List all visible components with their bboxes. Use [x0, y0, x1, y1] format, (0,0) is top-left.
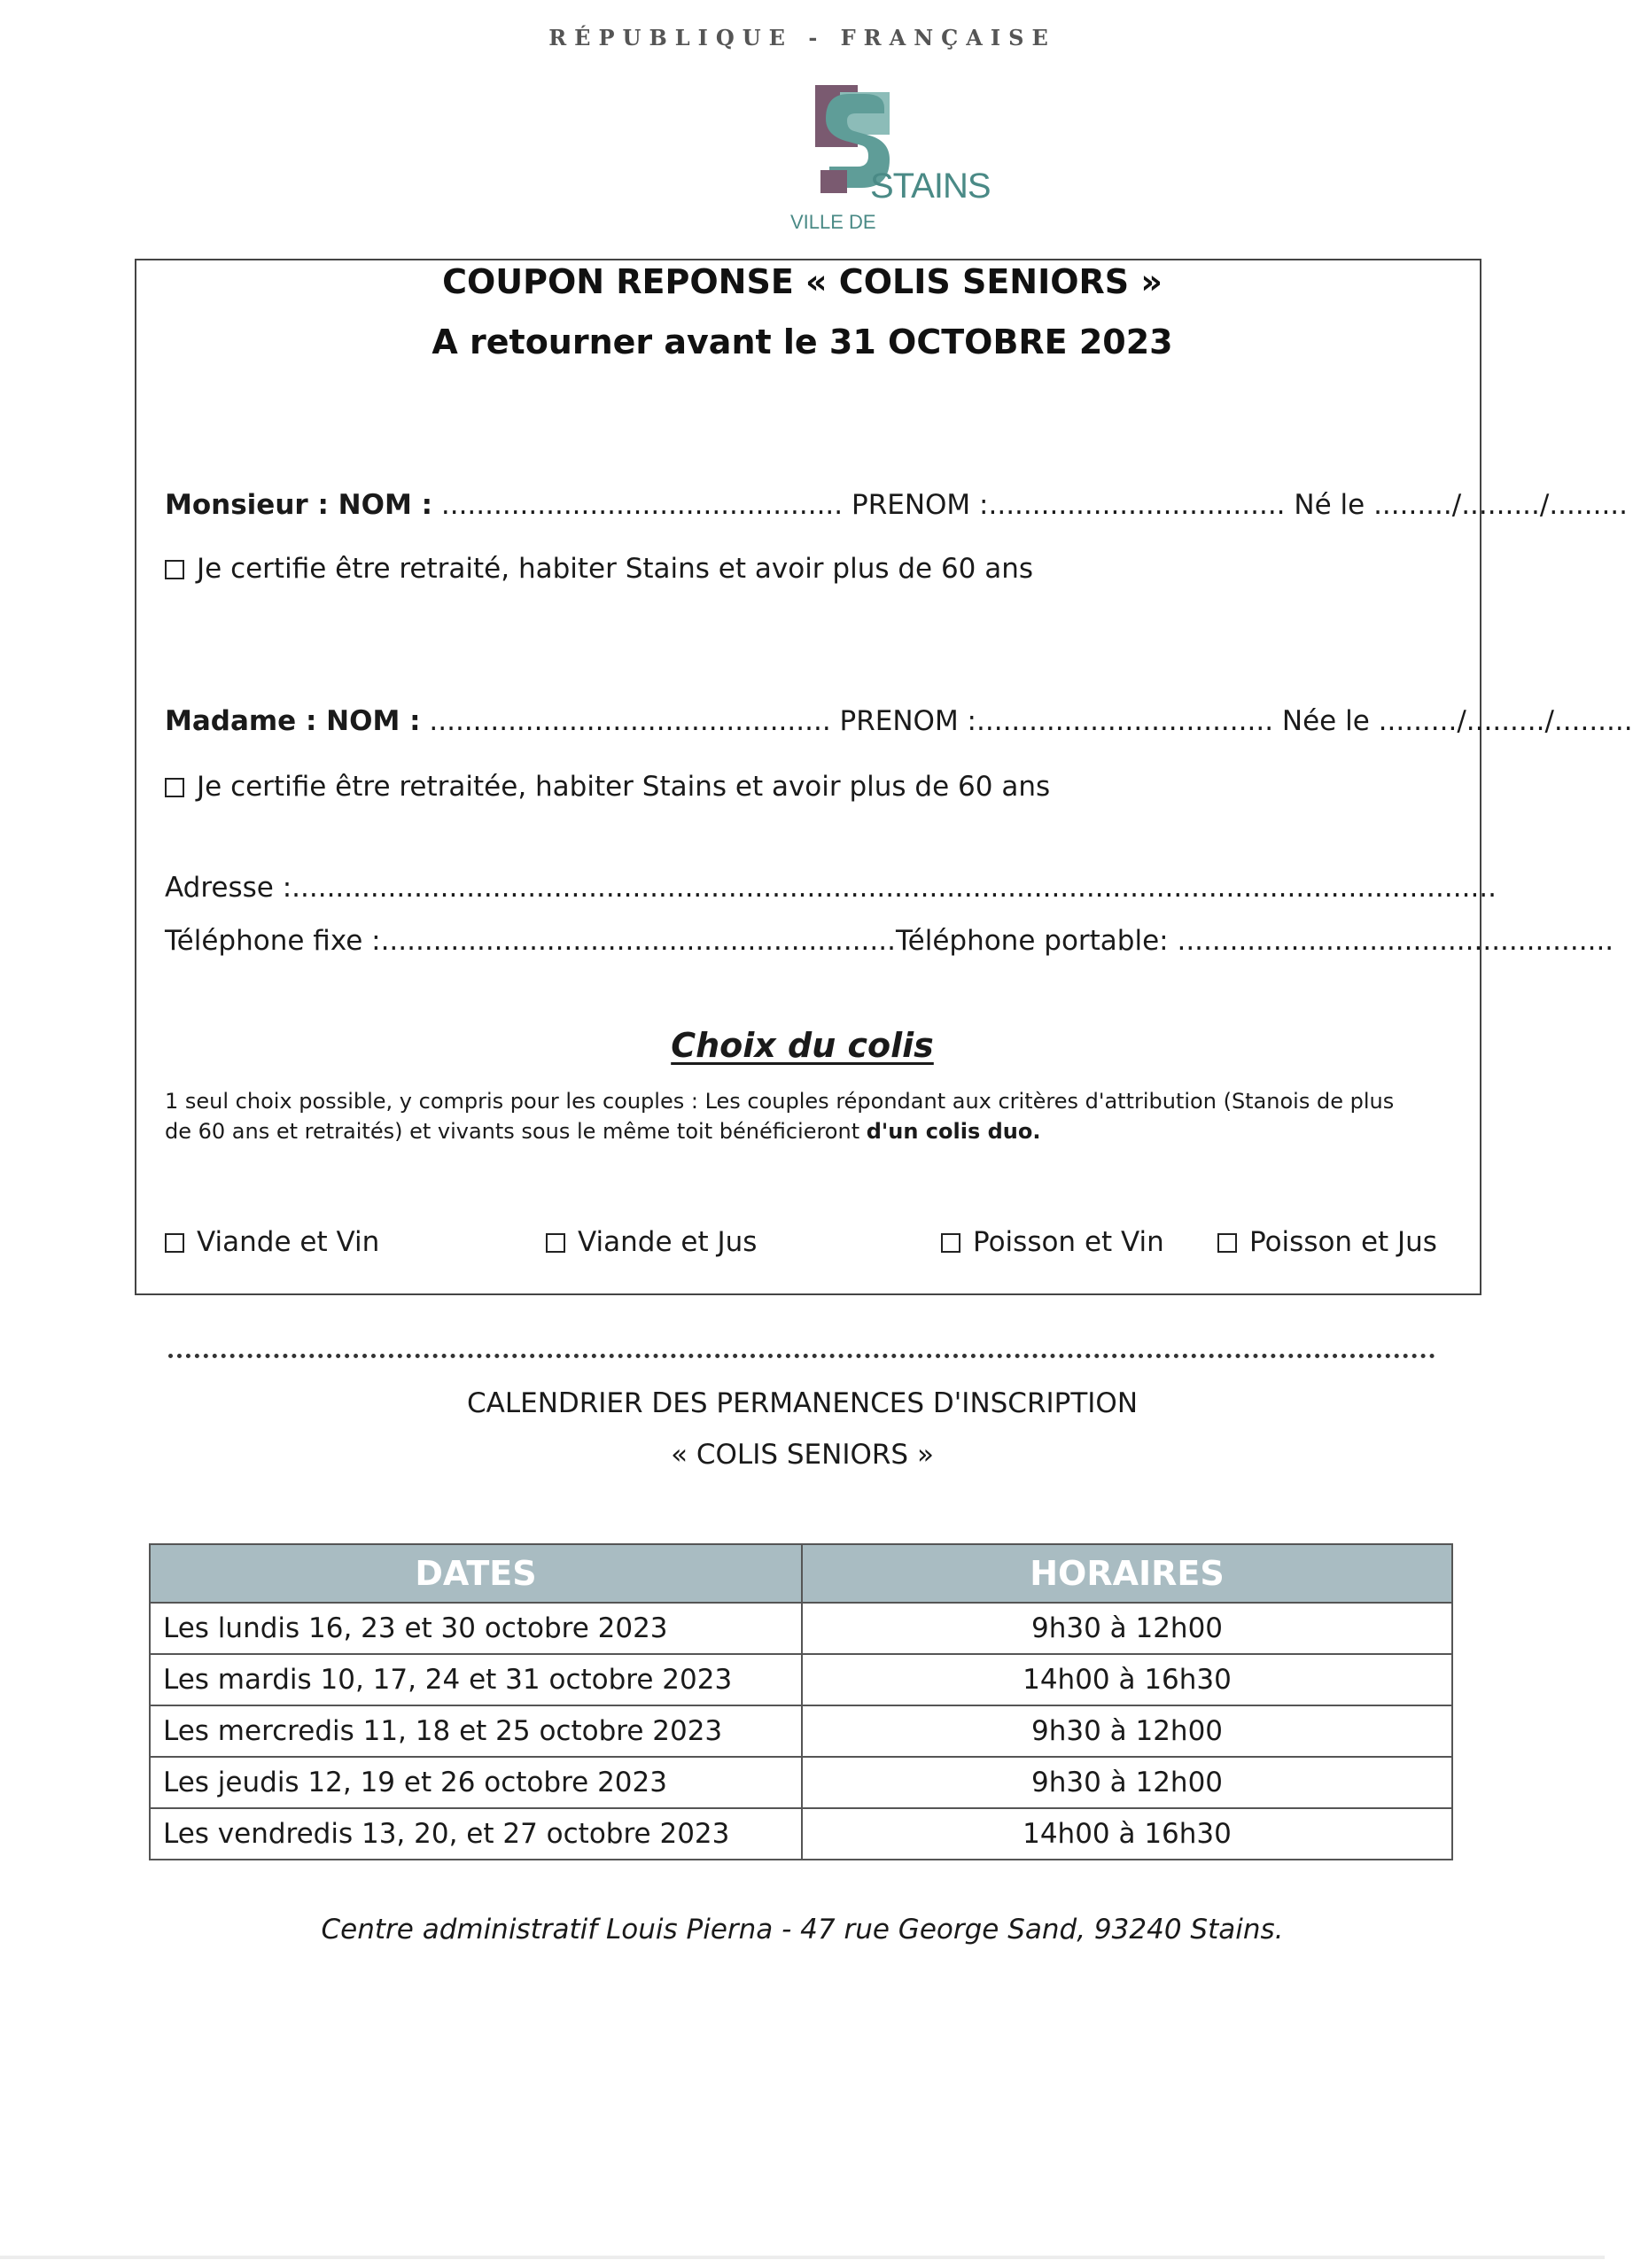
- ville-de-stains-logo: [780, 82, 992, 241]
- monsieur-certif-checkbox[interactable]: [165, 560, 184, 579]
- horaire-cell: 9h30 à 12h00: [802, 1705, 1452, 1757]
- telephone-portable-field[interactable]: Téléphone portable: ..................................................: [895, 925, 1614, 957]
- coupon-title: COUPON REPONSE « COLIS SENIORS »: [442, 262, 1163, 301]
- horaire-cell: 9h30 à 12h00: [802, 1603, 1452, 1654]
- cut-line-separator: [168, 1354, 1435, 1358]
- dates-header: DATES: [150, 1544, 802, 1603]
- option-poisson-vin[interactable]: Poisson et Vin: [941, 1226, 1164, 1258]
- monsieur-line: [165, 489, 1628, 521]
- madame-date-field[interactable]: ........./........./.........: [1378, 705, 1633, 737]
- monsieur-certif-row: [165, 553, 1033, 585]
- madame-nom-label: Madame : NOM :: [165, 705, 421, 737]
- horaire-cell: 14h00 à 16h30: [802, 1808, 1452, 1860]
- monsieur-date-field[interactable]: ........./........./.........: [1373, 489, 1629, 521]
- republique-francaise-heading: RÉPUBLIQUE - FRANÇAISE: [548, 25, 1056, 50]
- monsieur-prenom-field[interactable]: ..................................: [988, 489, 1286, 521]
- telephone-fixe-field[interactable]: Téléphone fixe :...........................................................: [165, 925, 896, 957]
- logo-stains-text: STAINS: [870, 167, 991, 206]
- calendar-title: CALENDRIER DES PERMANENCES D'INSCRIPTION: [466, 1387, 1139, 1419]
- option-viande-vin-checkbox[interactable]: [165, 1233, 184, 1253]
- monsieur-prenom-label: PRENOM :: [851, 489, 989, 521]
- option-viande-jus-checkbox[interactable]: [546, 1233, 565, 1253]
- choix-note-bold: d'un colis duo.: [866, 1119, 1041, 1144]
- calendar-subtitle: « COLIS SENIORS »: [671, 1439, 934, 1471]
- monsieur-nom-field[interactable]: ..............................................: [440, 489, 844, 521]
- date-cell: Les vendredis 13, 20, et 27 octobre 2023: [150, 1808, 802, 1860]
- monsieur-certif-label: Je certifie être retraité, habiter Stains et avoir plus de 60 ans: [197, 553, 1034, 585]
- telephone-line: [165, 925, 1614, 957]
- horaire-cell: 14h00 à 16h30: [802, 1654, 1452, 1705]
- adresse-field[interactable]: Adresse :..........................................................................................................................................: [165, 872, 1497, 904]
- date-cell: Les jeudis 12, 19 et 26 octobre 2023: [150, 1757, 802, 1808]
- schedule-header-row: [150, 1544, 1452, 1603]
- date-cell: Les mardis 10, 17, 24 et 31 octobre 2023: [150, 1654, 802, 1705]
- choix-note-line-1: 1 seul choix possible, y compris pour les couples : Les couples répondant aux critères d'attribution (Stanois de plus: [165, 1089, 1395, 1114]
- table-row: [150, 1757, 1452, 1808]
- table-row: [150, 1705, 1452, 1757]
- madame-prenom-field[interactable]: ..................................: [976, 705, 1274, 737]
- monsieur-nom-label: Monsieur : NOM :: [165, 489, 432, 521]
- date-cell: Les lundis 16, 23 et 30 octobre 2023: [150, 1603, 802, 1654]
- madame-nom-field[interactable]: ..............................................: [429, 705, 831, 737]
- choix-du-colis-heading: Choix du colis: [671, 1026, 934, 1065]
- logo-ville-de-text: VILLE DE: [790, 211, 876, 233]
- madame-certif-row: [165, 771, 1050, 803]
- madame-line: [165, 705, 1633, 737]
- madame-nee-label: Née le: [1281, 705, 1370, 737]
- date-cell: Les mercredis 11, 18 et 25 octobre 2023: [150, 1705, 802, 1757]
- horaire-cell: 9h30 à 12h00: [802, 1757, 1452, 1808]
- choix-note: [165, 1086, 1450, 1146]
- option-poisson-vin-checkbox[interactable]: [941, 1233, 960, 1253]
- table-row: [150, 1603, 1452, 1654]
- centre-administratif-address: Centre administratif Louis Pierna - 47 rue George Sand, 93240 Stains.: [321, 1914, 1284, 1946]
- option-poisson-jus-checkbox[interactable]: [1217, 1233, 1237, 1253]
- coupon-deadline: A retourner avant le 31 OCTOBRE 2023: [432, 322, 1173, 361]
- madame-certif-label: Je certifie être retraitée, habiter Stains et avoir plus de 60 ans: [197, 771, 1051, 803]
- option-viande-jus[interactable]: Viande et Jus: [546, 1226, 757, 1258]
- option-poisson-jus[interactable]: Poisson et Jus: [1217, 1226, 1437, 1258]
- schedule-table: [149, 1543, 1453, 1860]
- table-row: [150, 1654, 1452, 1705]
- horaires-header: HORAIRES: [802, 1544, 1452, 1603]
- table-row: [150, 1808, 1452, 1860]
- madame-prenom-label: PRENOM :: [839, 705, 977, 737]
- choix-note-line-2: de 60 ans et retraités) et vivants sous le même toit bénéficieront d'un colis duo.: [165, 1119, 1041, 1144]
- monsieur-ne-label: Né le: [1294, 489, 1365, 521]
- madame-certif-checkbox[interactable]: [165, 778, 184, 797]
- option-viande-vin[interactable]: Viande et Vin: [165, 1226, 379, 1258]
- page-bottom-edge: [0, 2256, 1605, 2259]
